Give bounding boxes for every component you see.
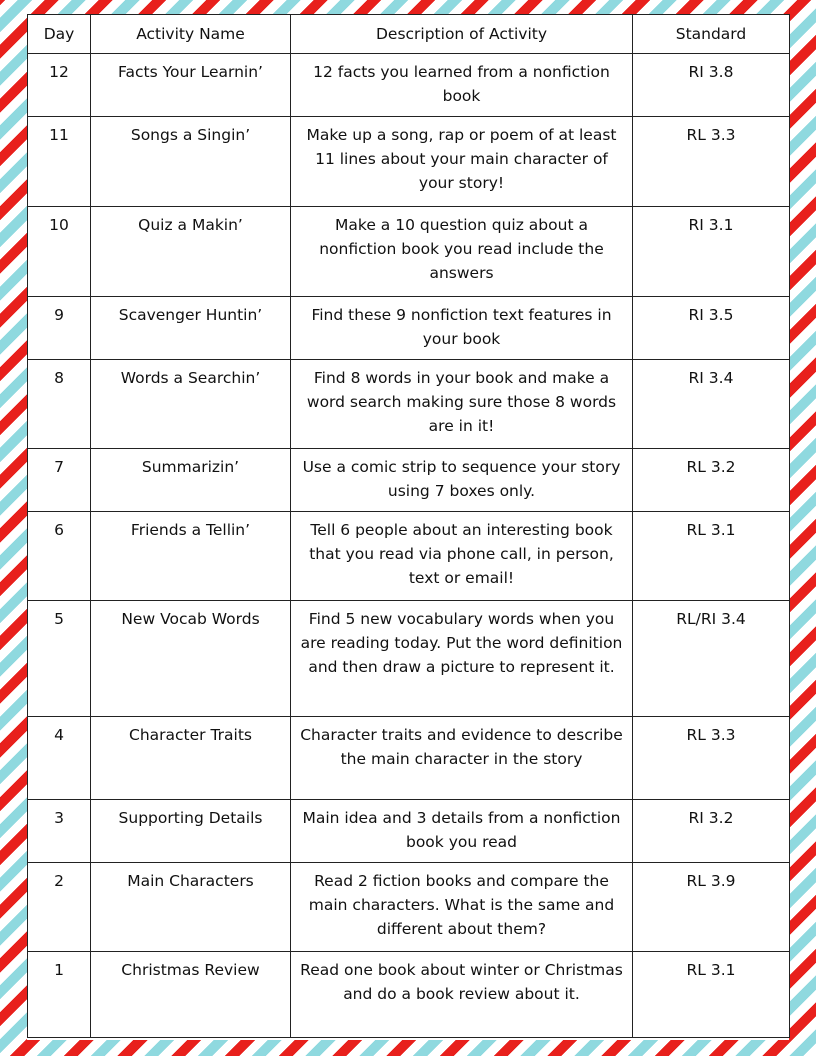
cell-description: Use a comic strip to sequence your story using 7 boxes only. — [291, 449, 633, 512]
table-row — [28, 117, 790, 207]
cell-standard: RL 3.3 — [633, 717, 790, 800]
table-row — [28, 863, 790, 952]
cell-day: 8 — [28, 360, 91, 449]
cell-activity: Quiz a Makin’ — [91, 207, 291, 297]
cell-day: 10 — [28, 207, 91, 297]
cell-description: Find 5 new vocabulary words when you are reading today. Put the word definition and then draw a picture to represent it. — [291, 601, 633, 717]
cell-activity: Words a Searchin’ — [91, 360, 291, 449]
table-row — [28, 449, 790, 512]
table-row — [28, 952, 790, 1038]
cell-day: 11 — [28, 117, 91, 207]
cell-standard: RL 3.3 — [633, 117, 790, 207]
table-row — [28, 800, 790, 863]
cell-day: 6 — [28, 512, 91, 601]
table-row — [28, 207, 790, 297]
cell-description: Tell 6 people about an interesting book that you read via phone call, in person, text or email! — [291, 512, 633, 601]
cell-description: Read one book about winter or Christmas and do a book review about it. — [291, 952, 633, 1038]
activity-table — [27, 14, 790, 1038]
cell-day: 9 — [28, 297, 91, 360]
cell-activity: Christmas Review — [91, 952, 291, 1038]
cell-activity: New Vocab Words — [91, 601, 291, 717]
table-row — [28, 717, 790, 800]
cell-standard: RI 3.1 — [633, 207, 790, 297]
table-row — [28, 601, 790, 717]
activity-sheet — [27, 14, 789, 1040]
cell-activity: Main Characters — [91, 863, 291, 952]
cell-day: 4 — [28, 717, 91, 800]
cell-activity: Songs a Singin’ — [91, 117, 291, 207]
header-activity-name: Activity Name — [91, 15, 291, 54]
cell-standard: RI 3.2 — [633, 800, 790, 863]
cell-standard: RI 3.4 — [633, 360, 790, 449]
cell-day: 5 — [28, 601, 91, 717]
cell-day: 2 — [28, 863, 91, 952]
cell-description: Make up a song, rap or poem of at least 11 lines about your main character of your story! — [291, 117, 633, 207]
cell-description: Main idea and 3 details from a nonfiction book you read — [291, 800, 633, 863]
cell-activity: Scavenger Huntin’ — [91, 297, 291, 360]
cell-description: Read 2 fiction books and compare the main characters. What is the same and different about them? — [291, 863, 633, 952]
header-day: Day — [28, 15, 91, 54]
header-row — [28, 15, 790, 54]
cell-activity: Friends a Tellin’ — [91, 512, 291, 601]
table-row — [28, 512, 790, 601]
header-standard: Standard — [633, 15, 790, 54]
cell-description: Find 8 words in your book and make a word search making sure those 8 words are in it! — [291, 360, 633, 449]
cell-standard: RL 3.2 — [633, 449, 790, 512]
cell-activity: Supporting Details — [91, 800, 291, 863]
table-row — [28, 297, 790, 360]
cell-day: 1 — [28, 952, 91, 1038]
cell-activity: Summarizin’ — [91, 449, 291, 512]
cell-activity: Facts Your Learnin’ — [91, 54, 291, 117]
cell-standard: RL 3.9 — [633, 863, 790, 952]
table-row — [28, 360, 790, 449]
cell-day: 12 — [28, 54, 91, 117]
cell-description: Make a 10 question quiz about a nonfiction book you read include the answers — [291, 207, 633, 297]
cell-day: 7 — [28, 449, 91, 512]
header-description: Description of Activity — [291, 15, 633, 54]
cell-description: Character traits and evidence to describe the main character in the story — [291, 717, 633, 800]
cell-standard: RL 3.1 — [633, 512, 790, 601]
cell-standard: RI 3.8 — [633, 54, 790, 117]
cell-description: Find these 9 nonfiction text features in your book — [291, 297, 633, 360]
cell-activity: Character Traits — [91, 717, 291, 800]
cell-day: 3 — [28, 800, 91, 863]
cell-standard: RL/RI 3.4 — [633, 601, 790, 717]
cell-standard: RI 3.5 — [633, 297, 790, 360]
cell-description: 12 facts you learned from a nonfiction book — [291, 54, 633, 117]
cell-standard: RL 3.1 — [633, 952, 790, 1038]
table-row — [28, 54, 790, 117]
